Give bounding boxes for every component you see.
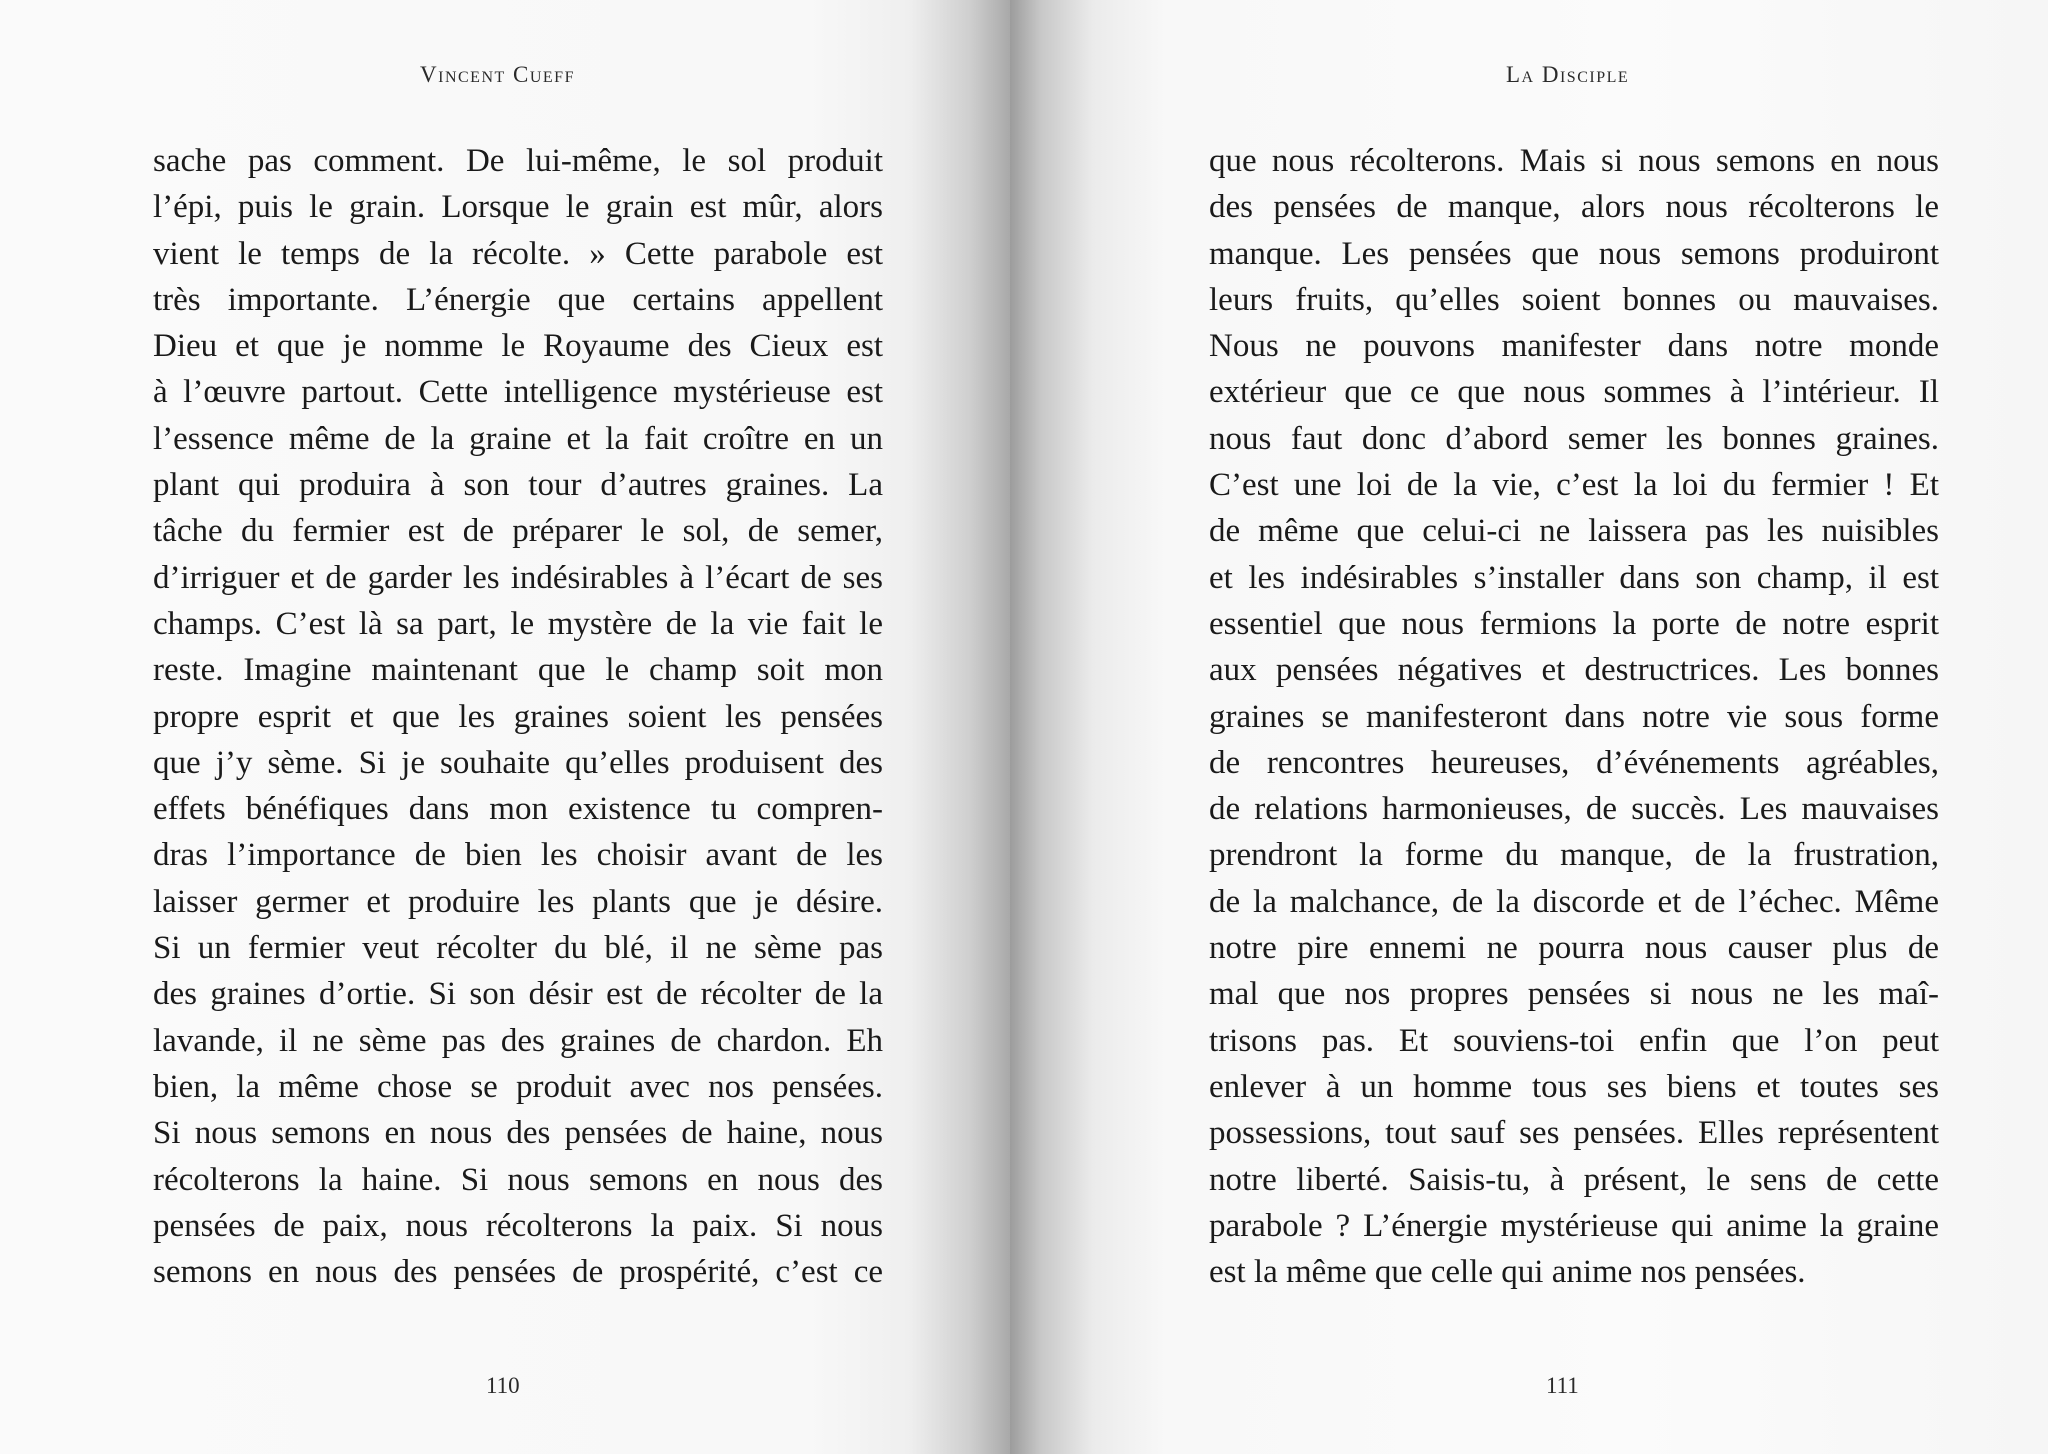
text-line: manque. Les pensées que nous semons produiront bbox=[1209, 235, 1939, 272]
text-line: à l’œuvre partout. Cette intelligence mystérieuse est bbox=[153, 374, 883, 411]
text-line: lavande, il ne sème pas des graines de chardon. Eh bbox=[153, 1022, 883, 1059]
text-line: leurs fruits, qu’elles soient bonnes ou mauvaises. bbox=[1209, 281, 1939, 318]
text-line: trisons pas. Et souviens-toi enfin que l’on peut bbox=[1209, 1022, 1939, 1059]
text-line: enlever à un homme tous ses biens et toutes ses bbox=[1209, 1068, 1939, 1105]
running-head-author: Vincent Cueff bbox=[420, 62, 575, 87]
text-line: que nous récolterons. Mais si nous semons en nous bbox=[1209, 143, 1939, 179]
text-line: notre pire ennemi ne pourra nous causer plus de bbox=[1209, 930, 1939, 967]
text-line: propre esprit et que les graines soient les pensées bbox=[153, 698, 883, 735]
text-line: semons en nous des pensées de prospérité, c’est ce bbox=[153, 1254, 883, 1291]
text-line: vient le temps de la récolte. » Cette parabole est bbox=[153, 235, 883, 272]
text-line: extérieur que ce que nous sommes à l’intérieur. Il bbox=[1209, 374, 1939, 411]
text-line: C’est une loi de la vie, c’est la loi du fermier ! Et bbox=[1209, 467, 1939, 504]
text-line: tâche du fermier est de préparer le sol, de semer, bbox=[153, 513, 883, 550]
text-line: récolterons la haine. Si nous semons en nous des bbox=[153, 1161, 883, 1198]
text-line: reste. Imagine maintenant que le champ soit mon bbox=[153, 652, 883, 689]
page-number: 111 bbox=[1546, 1373, 1579, 1398]
text-line: d’irriguer et de garder les indésirables à l’écart de ses bbox=[153, 559, 883, 596]
text-line: graines se manifesteront dans notre vie sous forme bbox=[1209, 698, 1939, 735]
left-page-text bbox=[153, 138, 883, 1295]
text-line: des pensées de manque, alors nous récolterons le bbox=[1209, 189, 1939, 226]
text-line: de même que celui-ci ne laissera pas les nuisibles bbox=[1209, 513, 1939, 550]
text-line: de la malchance, de la discorde et de l’échec. Même bbox=[1209, 883, 1939, 920]
text-line: est la même que celle qui anime nos pensées. bbox=[1209, 1254, 1806, 1291]
text-line: possessions, tout sauf ses pensées. Elles représentent bbox=[1209, 1115, 1939, 1152]
text-line: laisser germer et produire les plants que je désire. bbox=[153, 883, 883, 920]
text-line: des graines d’ortie. Si son désir est de récolter de la bbox=[153, 976, 883, 1013]
right-page-text bbox=[1209, 138, 1939, 1295]
text-line: très importante. L’énergie que certains appellent bbox=[153, 281, 883, 318]
text-line: champs. C’est là sa part, le mystère de la vie fait le bbox=[153, 605, 883, 642]
text-line: et les indésirables s’installer dans son champ, il est bbox=[1209, 559, 1939, 596]
text-line: Si nous semons en nous des pensées de haine, nous bbox=[153, 1115, 883, 1152]
text-line: sache pas comment. De lui-même, le sol produit bbox=[153, 143, 883, 179]
left-page bbox=[0, 0, 1010, 1454]
text-line: essentiel que nous fermions la porte de notre esprit bbox=[1209, 605, 1939, 642]
right-page bbox=[1010, 0, 2048, 1454]
text-line: notre liberté. Saisis-tu, à présent, le sens de cette bbox=[1209, 1161, 1939, 1198]
text-line: prendront la forme du manque, de la frustration, bbox=[1209, 837, 1939, 874]
text-line: de rencontres heureuses, d’événements agréables, bbox=[1209, 744, 1939, 781]
text-line: l’essence même de la graine et la fait croître en un bbox=[153, 420, 883, 457]
text-line: mal que nos propres pensées si nous ne les maî- bbox=[1209, 976, 1939, 1013]
text-line: Si un fermier veut récolter du blé, il ne sème pas bbox=[153, 930, 883, 967]
page-number: 110 bbox=[486, 1373, 520, 1398]
text-line: Nous ne pouvons manifester dans notre monde bbox=[1209, 328, 1939, 365]
text-line: bien, la même chose se produit avec nos pensées. bbox=[153, 1068, 883, 1105]
text-line: plant qui produira à son tour d’autres graines. La bbox=[153, 467, 883, 504]
text-line: pensées de paix, nous récolterons la paix. Si nous bbox=[153, 1207, 883, 1244]
running-head-title: La Disciple bbox=[1506, 62, 1630, 87]
text-line: parabole ? L’énergie mystérieuse qui anime la graine bbox=[1209, 1207, 1939, 1244]
text-line: effets bénéfiques dans mon existence tu compren- bbox=[153, 791, 883, 828]
text-line: que j’y sème. Si je souhaite qu’elles produisent des bbox=[153, 744, 883, 781]
text-line: l’épi, puis le grain. Lorsque le grain est mûr, alors bbox=[153, 189, 883, 226]
text-line: de relations harmonieuses, de succès. Les mauvaises bbox=[1209, 791, 1939, 828]
text-line: nous faut donc d’abord semer les bonnes graines. bbox=[1209, 420, 1939, 457]
text-line: aux pensées négatives et destructrices. Les bonnes bbox=[1209, 652, 1939, 689]
text-line: dras l’importance de bien les choisir avant de les bbox=[153, 837, 883, 874]
text-line: Dieu et que je nomme le Royaume des Cieux est bbox=[153, 328, 883, 365]
